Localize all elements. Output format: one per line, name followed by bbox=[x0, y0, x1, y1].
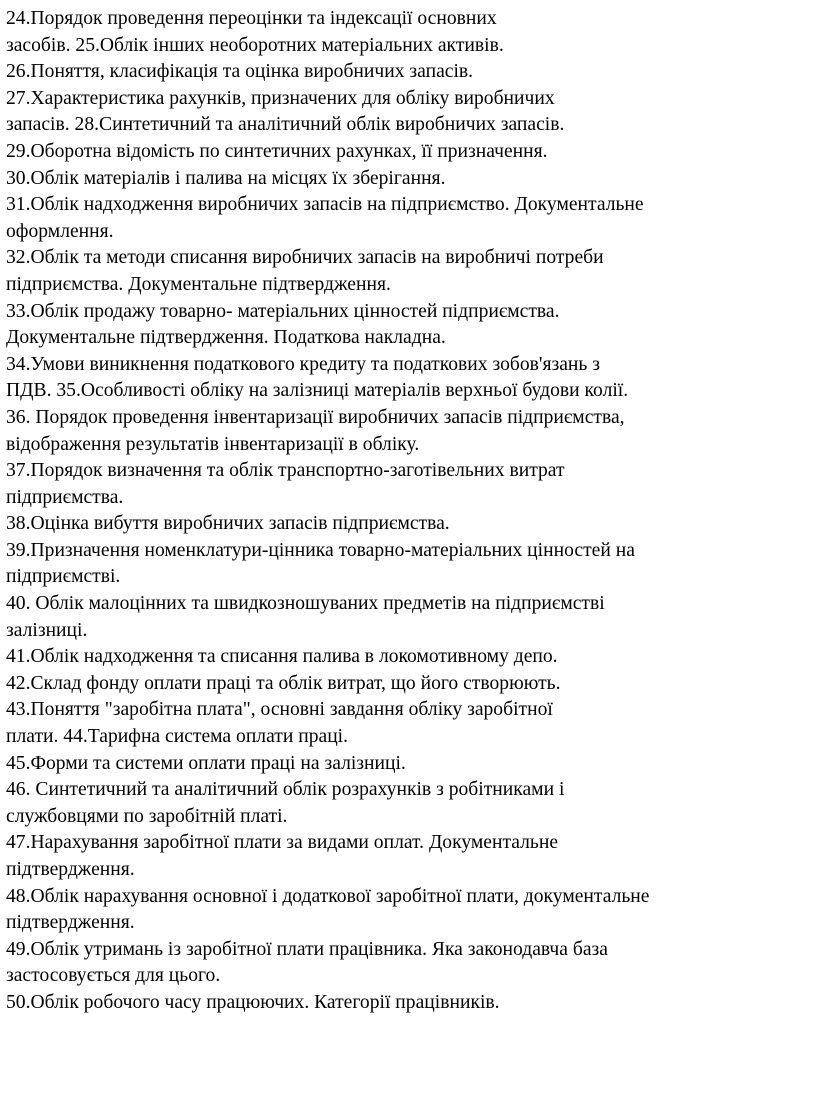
list-item bbox=[6, 86, 806, 139]
item-line: 40. Облік малоцінних та швидкозношуваних предметів на підприємстві bbox=[6, 593, 605, 615]
item-line: 49.Облік утримань із заробітної плати працівника. Яка законодавча база bbox=[6, 938, 608, 960]
item-line: службовцями по заробітній платі. bbox=[6, 805, 288, 827]
item-line: 31.Облік надходження виробничих запасів на підприємство. Документальне bbox=[6, 194, 644, 216]
item-line: запасів. 28.Синтетичний та аналітичний облік виробничих запасів. bbox=[6, 114, 565, 136]
item-line: 50.Облік робочого часу працюючих. Категорії працівників. bbox=[6, 991, 500, 1013]
item-line: застосовується для цього. bbox=[6, 965, 221, 987]
item-line: підтвердження. bbox=[6, 859, 135, 880]
item-line: залізниці. bbox=[6, 619, 88, 641]
item-line: відображення результатів інвентаризації в обліку. bbox=[6, 433, 420, 455]
item-line: 32.Облік та методи списання виробничих запасів на виробничі потреби bbox=[6, 247, 604, 269]
list-item bbox=[6, 59, 806, 86]
list-item bbox=[6, 6, 806, 59]
item-line: плати. 44.Тарифна система оплати праці. bbox=[6, 726, 349, 748]
list-item bbox=[6, 405, 806, 458]
item-line: Документальне підтвердження. Податкова накладна. bbox=[6, 327, 446, 349]
list-item bbox=[6, 990, 806, 1017]
item-line: 27.Характеристика рахунків, призначених для обліку виробничих bbox=[6, 87, 555, 109]
item-line: 48.Облік нарахування основної і додаткової заробітної плати, документальне bbox=[6, 885, 650, 907]
item-line: підприємства. bbox=[6, 486, 124, 508]
item-line: 24.Порядок проведення переоцінки та індексації основних bbox=[6, 8, 497, 29]
list-item bbox=[6, 511, 806, 538]
list-item bbox=[6, 591, 806, 644]
list-item bbox=[6, 192, 806, 245]
item-line: 26.Поняття, класифікація та оцінка виробничих запасів. bbox=[6, 61, 474, 83]
item-line: підтвердження. bbox=[6, 912, 135, 934]
list-item bbox=[6, 139, 806, 166]
item-line: 39.Призначення номенклатури-цінника товарно-матеріальних цінностей на bbox=[6, 539, 635, 561]
list-item bbox=[6, 830, 806, 883]
item-line: 34.Умови виникнення податкового кредиту та податкових зобов'язань з bbox=[6, 353, 600, 375]
list-item bbox=[6, 751, 806, 778]
list-item bbox=[6, 458, 806, 511]
item-line: 42.Склад фонду оплати праці та облік витрат, що його створюють. bbox=[6, 672, 561, 694]
list-item bbox=[6, 245, 806, 298]
item-line: 33.Облік продажу товарно- матеріальних цінностей підприємства. bbox=[6, 300, 560, 322]
list-item bbox=[6, 777, 806, 830]
item-line: засобів. 25.Облік інших необоротних матеріальних активів. bbox=[6, 34, 504, 56]
list-item bbox=[6, 937, 806, 990]
item-line: 30.Облік матеріалів і палива на місцях їх зберігання. bbox=[6, 167, 446, 189]
list-item bbox=[6, 671, 806, 698]
list-item bbox=[6, 644, 806, 671]
item-line: підприємства. Документальне підтвердження. bbox=[6, 273, 391, 295]
item-line: 46. Синтетичний та аналітичний облік розрахунків з робітниками і bbox=[6, 779, 565, 801]
list-item bbox=[6, 299, 806, 352]
document-page bbox=[6, 6, 806, 1017]
list-item bbox=[6, 884, 806, 937]
list-item bbox=[6, 352, 806, 405]
item-line: 41.Облік надходження та списання палива в локомотивному депо. bbox=[6, 646, 558, 668]
item-line: 38.Оцінка вибуття виробничих запасів підприємства. bbox=[6, 513, 450, 535]
list-item bbox=[6, 538, 806, 591]
item-line: 43.Поняття "заробітна плата", основні завдання обліку заробітної bbox=[6, 699, 553, 721]
item-line: 29.Оборотна відомість по синтетичних рахунках, її призначення. bbox=[6, 140, 548, 162]
item-line: підприємстві. bbox=[6, 566, 121, 588]
item-line: 36. Порядок проведення інвентаризації виробничих запасів підприємства, bbox=[6, 406, 625, 428]
item-line: 47.Нарахування заробітної плати за видами оплат. Документальне bbox=[6, 832, 559, 854]
list-item bbox=[6, 166, 806, 193]
item-line: 37.Порядок визначення та облік транспортно-заготівельних витрат bbox=[6, 460, 565, 482]
item-line: 45.Форми та системи оплати праці на залізниці. bbox=[6, 752, 406, 774]
item-line: оформлення. bbox=[6, 220, 114, 242]
item-line: ПДВ. 35.Особливості обліку на залізниці матеріалів верхньої будови колії. bbox=[6, 380, 629, 402]
list-item bbox=[6, 697, 806, 750]
